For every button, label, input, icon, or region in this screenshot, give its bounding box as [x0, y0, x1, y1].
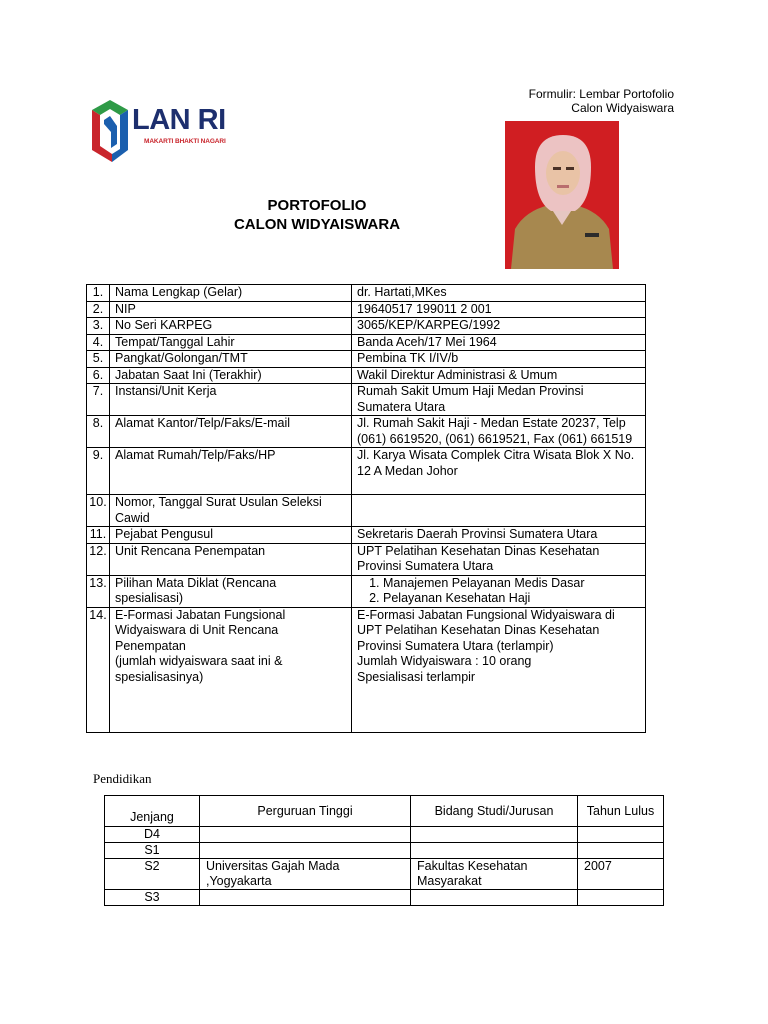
row-value: Rumah Sakit Umum Haji Medan Provinsi Sumatera Utara	[352, 384, 646, 416]
row-label: Nama Lengkap (Gelar)	[110, 285, 352, 302]
table-row	[87, 448, 646, 495]
table-row	[87, 416, 646, 448]
edu-pt	[200, 843, 411, 859]
table-row	[87, 607, 646, 732]
edu-level: S2	[105, 859, 200, 890]
row-label: NIP	[110, 301, 352, 318]
row-label: Alamat Kantor/Telp/Faks/E-mail	[110, 416, 352, 448]
diklat-list	[357, 576, 640, 607]
row-value	[352, 607, 646, 732]
header-tahun-lulus: Tahun Lulus	[578, 796, 664, 827]
row-value: Jl. Rumah Sakit Haji - Medan Estate 20237, Telp (061) 6619520, (061) 6619521, Fax (061) 661519	[352, 416, 646, 448]
row-label: No Seri KARPEG	[110, 318, 352, 335]
row-value: dr. Hartati,MKes	[352, 285, 646, 302]
page-title	[200, 196, 434, 234]
row-number: 5.	[87, 351, 110, 368]
table-row	[87, 301, 646, 318]
row-value: Jl. Karya Wisata Complek Citra Wisata Blok X No. 12 A Medan Johor	[352, 448, 646, 495]
row-number: 14.	[87, 607, 110, 732]
row-number: 12.	[87, 543, 110, 575]
form-label	[529, 87, 674, 115]
header-bidang-studi: Bidang Studi/Jurusan	[411, 796, 578, 827]
row-number: 2.	[87, 301, 110, 318]
table-row	[87, 367, 646, 384]
header-jenjang: Jenjang	[105, 796, 200, 827]
table-row	[87, 351, 646, 368]
lan-ri-logo	[90, 94, 250, 164]
row-label: Alamat Rumah/Telp/Faks/HP	[110, 448, 352, 495]
row-value	[352, 575, 646, 607]
edu-tahun	[578, 890, 664, 906]
row-label: Tempat/Tanggal Lahir	[110, 334, 352, 351]
portfolio-table	[86, 284, 646, 733]
edu-level: D4	[105, 827, 200, 843]
edu-tahun	[578, 827, 664, 843]
row-value: Banda Aceh/17 Mei 1964	[352, 334, 646, 351]
row-number: 4.	[87, 334, 110, 351]
title-line1: PORTOFOLIO	[267, 197, 367, 214]
row-value	[352, 495, 646, 527]
table-row	[87, 527, 646, 544]
table-header-row	[105, 796, 664, 827]
row-label-line: E-Formasi Jabatan Fungsional Widyaiswara di Unit Rencana Penempatan	[115, 607, 286, 653]
row-label: Pejabat Pengusul	[110, 527, 352, 544]
row-value: Sekretaris Daerah Provinsi Sumatera Utara	[352, 527, 646, 544]
table-row	[87, 543, 646, 575]
row-label: Pangkat/Golongan/TMT	[110, 351, 352, 368]
row-number: 7.	[87, 384, 110, 416]
edu-pt	[200, 890, 411, 906]
row-number: 6.	[87, 367, 110, 384]
row-number: 3.	[87, 318, 110, 335]
edu-level: S3	[105, 890, 200, 906]
list-item: 2. Pelayanan Kesehatan Haji	[383, 591, 640, 607]
logo-tagline: MAKARTI BHAKTI NAGARI	[144, 138, 226, 145]
row-number: 10.	[87, 495, 110, 527]
table-row	[87, 384, 646, 416]
lan-ri-logo-mark-icon	[90, 94, 134, 164]
logo-text: LAN RI	[132, 104, 226, 136]
row-label: Nomor, Tanggal Surat Usulan Seleksi Cawid	[110, 495, 352, 527]
row-number: 11.	[87, 527, 110, 544]
row-value: Pembina TK I/IV/b	[352, 351, 646, 368]
row-label: Pilihan Mata Diklat (Rencana spesialisasi)	[110, 575, 352, 607]
profile-photo	[505, 121, 619, 269]
form-label-line2: Calon Widyaiswara	[571, 101, 674, 115]
row-label	[110, 607, 352, 732]
table-row	[87, 285, 646, 302]
row-value-line: Spesialisasi terlampir	[357, 669, 476, 684]
edu-tahun	[578, 843, 664, 859]
list-item: 1. Manajemen Pelayanan Medis Dasar	[383, 576, 640, 592]
edu-bidang	[411, 827, 578, 843]
row-number: 13.	[87, 575, 110, 607]
row-value: 3065/KEP/KARPEG/1992	[352, 318, 646, 335]
edu-bidang	[411, 890, 578, 906]
header-perguruan-tinggi: Perguruan Tinggi	[200, 796, 411, 827]
edu-bidang: Fakultas Kesehatan Masyarakat	[411, 859, 578, 890]
row-number: 9.	[87, 448, 110, 495]
edu-bidang	[411, 843, 578, 859]
row-label: Instansi/Unit Kerja	[110, 384, 352, 416]
table-row	[87, 495, 646, 527]
row-value-line: Jumlah Widyaiswara : 10 orang	[357, 654, 532, 668]
edu-pt	[200, 827, 411, 843]
table-row	[105, 859, 664, 890]
education-table	[104, 795, 664, 906]
edu-pt: Universitas Gajah Mada ,Yogyakarta	[200, 859, 411, 890]
edu-level: S1	[105, 843, 200, 859]
row-number: 8.	[87, 416, 110, 448]
row-label: Unit Rencana Penempatan	[110, 543, 352, 575]
table-row	[105, 890, 664, 906]
row-value-line: E-Formasi Jabatan Fungsional Widyaiswara di UPT Pelatihan Kesehatan Dinas Kesehatan Provinsi Sumatera Utara (terlampir)	[357, 607, 615, 653]
form-label-line1: Formulir: Lembar Portofolio	[528, 87, 674, 101]
row-value: 19640517 199011 2 001	[352, 301, 646, 318]
table-row	[105, 827, 664, 843]
table-row	[87, 575, 646, 607]
row-label-line: (jumlah widyaiswara saat ini & spesialisasinya)	[115, 654, 283, 684]
pendidikan-heading: Pendidikan	[93, 771, 152, 786]
table-row	[87, 334, 646, 351]
row-number: 1.	[87, 285, 110, 302]
row-value: Wakil Direktur Administrasi & Umum	[352, 367, 646, 384]
row-label: Jabatan Saat Ini (Terakhir)	[110, 367, 352, 384]
table-row	[105, 843, 664, 859]
row-value: UPT Pelatihan Kesehatan Dinas Kesehatan Provinsi Sumatera Utara	[352, 543, 646, 575]
title-line2: CALON WIDYAISWARA	[233, 216, 401, 233]
table-row	[87, 318, 646, 335]
edu-tahun: 2007	[578, 859, 664, 890]
